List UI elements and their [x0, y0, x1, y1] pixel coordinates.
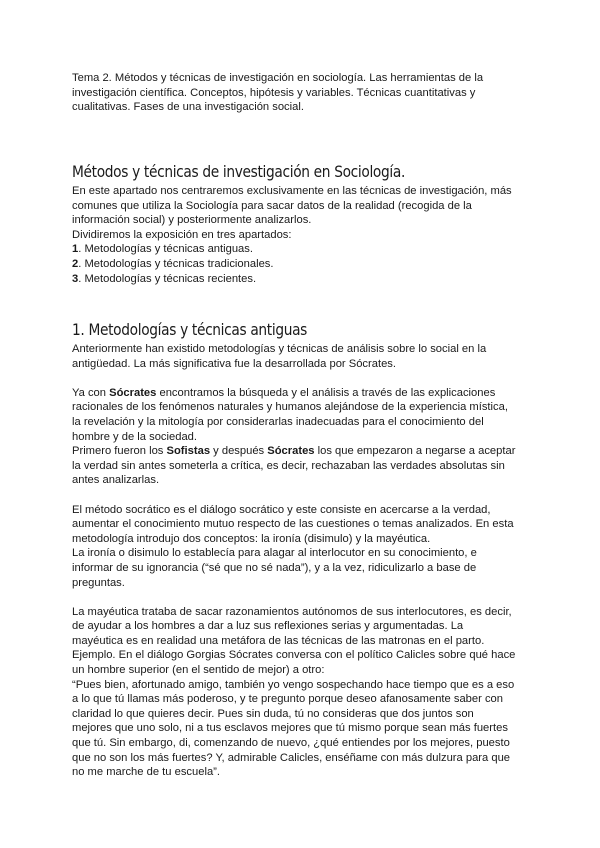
list-item [72, 242, 516, 257]
list-item [72, 272, 516, 287]
list-item-number: 1 [72, 243, 79, 256]
paragraph-quote: “Pues bien, afortunado amigo, también yo vengo sospechando hace tiempo que es a eso a lo que tú llamas más poderoso, y te pregunto porque deseo afanosamente saber con claridad lo que quieres decir. Pues sin duda, tú no consideras que dos juntos son mejores que uno solo, ni a tus esclavos mejores que tú mismo porque sean más fuertes que tú. Sin embargo, di, comenzando de nuevo, ¿qué entiendes por los mejores, puesto que no son los más fuertes? Y, admirable Calicles, enséñame con más dulzura para que no me marche de tu escuela”. [72, 678, 515, 779]
paragraph-metodo-socratico: El método socrático es el diálogo socrático y este consiste en acercarse a la verdad, aumentar el conocimiento mutuo respecto de las cuestiones o temas analizados. En esta metodología introdujo dos conceptos: la ironía (disimulo) y la mayéutica. [72, 503, 514, 545]
list-item-text: . Metodologías y técnicas antiguas. [78, 243, 253, 256]
list-item-number: 2 [72, 257, 79, 270]
paragraph-anteriormente: Anteriormente han existido metodologías y técnicas de análisis sobre lo social en la antigüedad. La más significativa fue la desarrollada por Sócrates. [72, 343, 487, 370]
section-heading-main: Métodos y técnicas de investigación en Sociología. [72, 162, 405, 181]
paragraph-apartado: En este apartado nos centraremos exclusivamente en las técnicas de investigación, más comunes que utiliza la Sociología para sacar datos de la realidad (recogida de la información social) y posteriormente analizarlos. [72, 185, 512, 227]
paragraph-dividiremos: Dividiremos la exposición en tres apartados: [72, 228, 292, 241]
section-main-body [72, 184, 516, 286]
section-antiguas-body [72, 342, 516, 780]
paragraph-mayeutica: La mayéutica trataba de sacar razonamientos autónomos de sus interlocutores, es decir, de ayudar a los hombres a dar a luz sus reflexiones serias y argumentadas. La mayéutica es en realidad una metáfora de las técnicas de las matronas en el parto. Ejemplo. En el diálogo Gorgias Sócrates conversa con el político Calicles sobre qué hace un hombre superior (en el sentido de mejor) a otro: [72, 605, 516, 677]
intro-paragraph: Tema 2. Métodos y técnicas de investigación en sociología. Las herramientas de la investigación científica. Conceptos, hipótesis y variables. Técnicas cuantitativas y cualitativas. Fases de una investigación social. [72, 72, 484, 114]
paragraph-ya-con-socrates: Ya con Sócrates encontramos la búsqueda y el análisis a través de las explicaciones racionales de los fenómenos naturales y humanos alejándose de la experiencia mística, la revelación y la mitología por considerarlas inadecuadas para el conocimiento del hombre y de la sociedad. [72, 386, 508, 443]
bold-socrates: Sócrates [109, 386, 157, 399]
paragraph-ironia: La ironía o disimulo lo establecía para alagar al interlocutor en su conocimiento, e informar de su ignorancia (“sé que no sé nada”), y a la vez, ridiculizarlo a base de preguntas. [72, 547, 477, 589]
section-heading-antiguas: 1. Metodologías y técnicas antiguas [72, 320, 308, 339]
list-item [72, 257, 516, 272]
list-item-number: 3 [72, 272, 79, 285]
bold-socrates: Sócrates [267, 445, 315, 458]
list-item-text: . Metodologías y técnicas recientes. [78, 272, 257, 285]
list-item-text: . Metodologías y técnicas tradicionales. [78, 257, 274, 270]
bold-sofistas: Sofistas [166, 445, 211, 458]
paragraph-primero: Primero fueron los Sofistas y después Sócrates los que empezaron a negarse a aceptar la verdad sin antes someterla a crítica, es decir, rechazaban las verdades absolutas sin antes analizarlas. [72, 445, 516, 487]
